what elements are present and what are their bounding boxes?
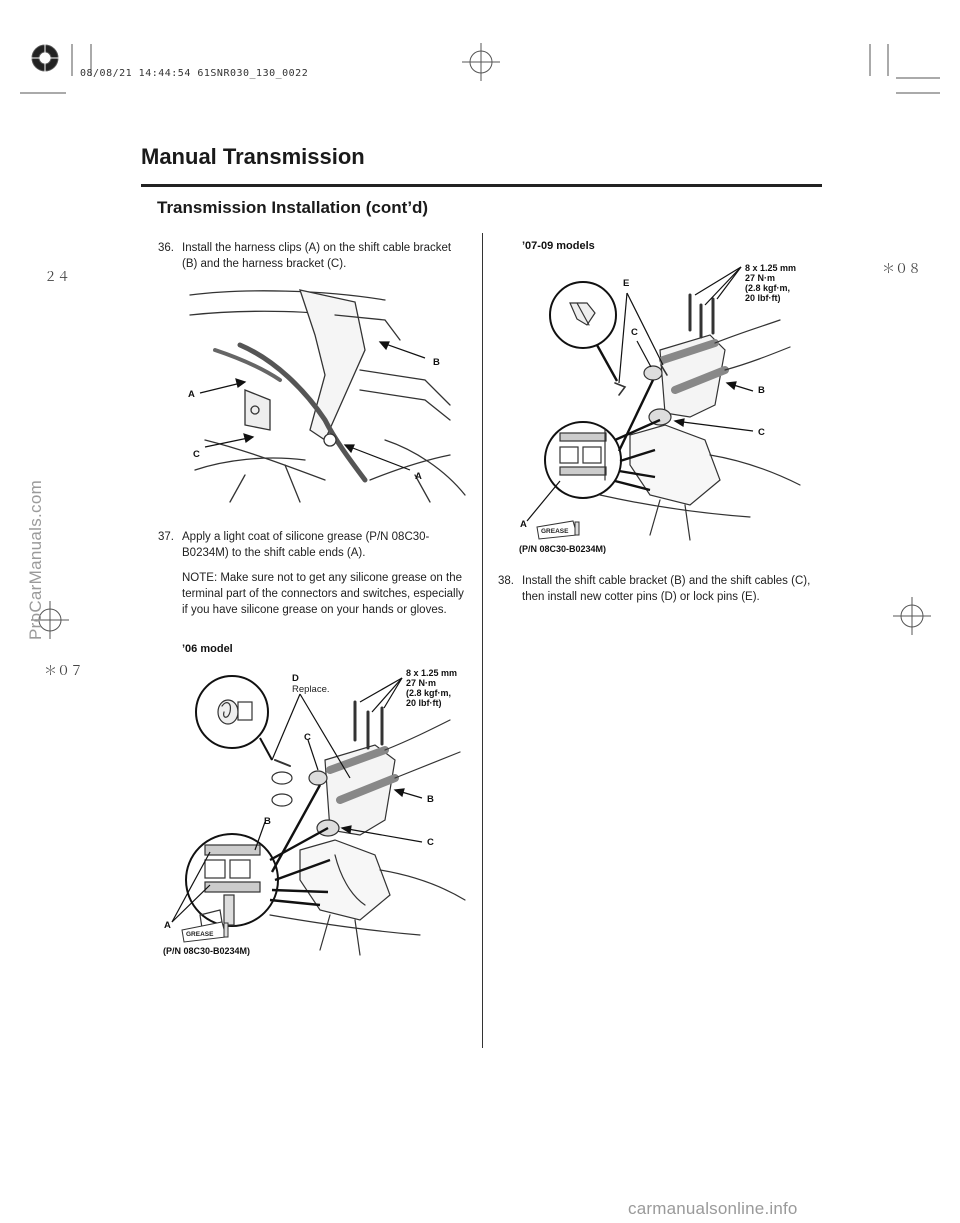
fig1-label-c: C [193, 449, 200, 460]
watermark-carmanualsonline: carmanualsonline.info [628, 1199, 798, 1218]
column-divider [482, 233, 483, 1048]
step-38 [498, 573, 818, 605]
step-37 [158, 529, 468, 561]
title-rule [141, 184, 822, 187]
step-36 [158, 240, 468, 272]
section-title: Transmission Installation (cont’d) [157, 198, 429, 217]
fig3-grease-label: GREASE [541, 528, 569, 535]
fig2-label-c-top: C [304, 732, 311, 743]
fig2-label-b-right: B [427, 794, 434, 805]
side-mark-bottom-left: ＊０７ [44, 664, 84, 679]
fig3-heading: ’07-09 models [522, 240, 595, 252]
watermark-procarmanuals: ProCarManuals.com [26, 479, 45, 640]
page-title: Manual Transmission [141, 144, 365, 169]
fig3-label-b: B [758, 385, 765, 396]
step-38-number: 38. [498, 575, 514, 587]
step-36-number: 36. [158, 242, 174, 254]
fig1-label-a-bottom: A [415, 471, 422, 482]
fig2-grease-label: GREASE [186, 931, 214, 938]
step-37-number: 37. [158, 531, 174, 543]
fig1-label-b: B [433, 357, 440, 368]
side-mark-top-right: ＊０８ [882, 262, 922, 277]
fig3-part-number: (P/N 08C30-B0234M) [519, 544, 607, 554]
step-38-text: Install the shift cable bracket (B) and the shift cables (C), then install new cotter pins (D) or lock pins (E). [522, 575, 811, 603]
grease-note: NOTE: Make sure not to get any silicone grease on the terminal part of the connectors and switches, especially if you have silicone grease on your hands or gloves. [182, 572, 464, 616]
figure-harness-clips [185, 280, 470, 505]
fig2-part-number: (P/N 08C30-B0234M) [163, 946, 251, 956]
fig2-label-d: D [292, 673, 299, 684]
print-header: 08/08/21 14:44:54 61SNR030_130_0022 [80, 68, 309, 79]
step-36-text: Install the harness clips (A) on the shift cable bracket (B) and the harness bracket (C). [182, 242, 452, 270]
side-mark-top-left: ２４ [44, 270, 71, 285]
fig3-torque-spec: 8 x 1.25 mm 27 N·m (2.8 kgf·m, 20 lbf·ft) [745, 263, 797, 303]
fig3-label-a: A [520, 519, 527, 530]
fig2-label-c-right: C [427, 837, 434, 848]
step-37-text: Apply a light coat of silicone grease (P/N 08C30-B0234M) to the shift cable ends (A). [182, 531, 430, 559]
fig3-label-e: E [623, 278, 630, 289]
figure-07-09-models [515, 255, 815, 555]
harness-clips-illustration [185, 280, 470, 505]
fig2-label-a: A [164, 920, 171, 931]
fig2-torque-spec: 8 x 1.25 mm 27 N·m (2.8 kgf·m, 20 lbf·ft) [406, 668, 458, 708]
fig3-label-c-top: C [631, 327, 638, 338]
fig3-label-c-right: C [758, 427, 765, 438]
figure-06-model [160, 660, 480, 960]
fig1-label-a-top: A [188, 389, 195, 400]
fig2-replace-note: Replace. [292, 684, 330, 695]
fig2-heading: ’06 model [182, 643, 233, 655]
fig2-label-b-left: B [264, 816, 271, 827]
